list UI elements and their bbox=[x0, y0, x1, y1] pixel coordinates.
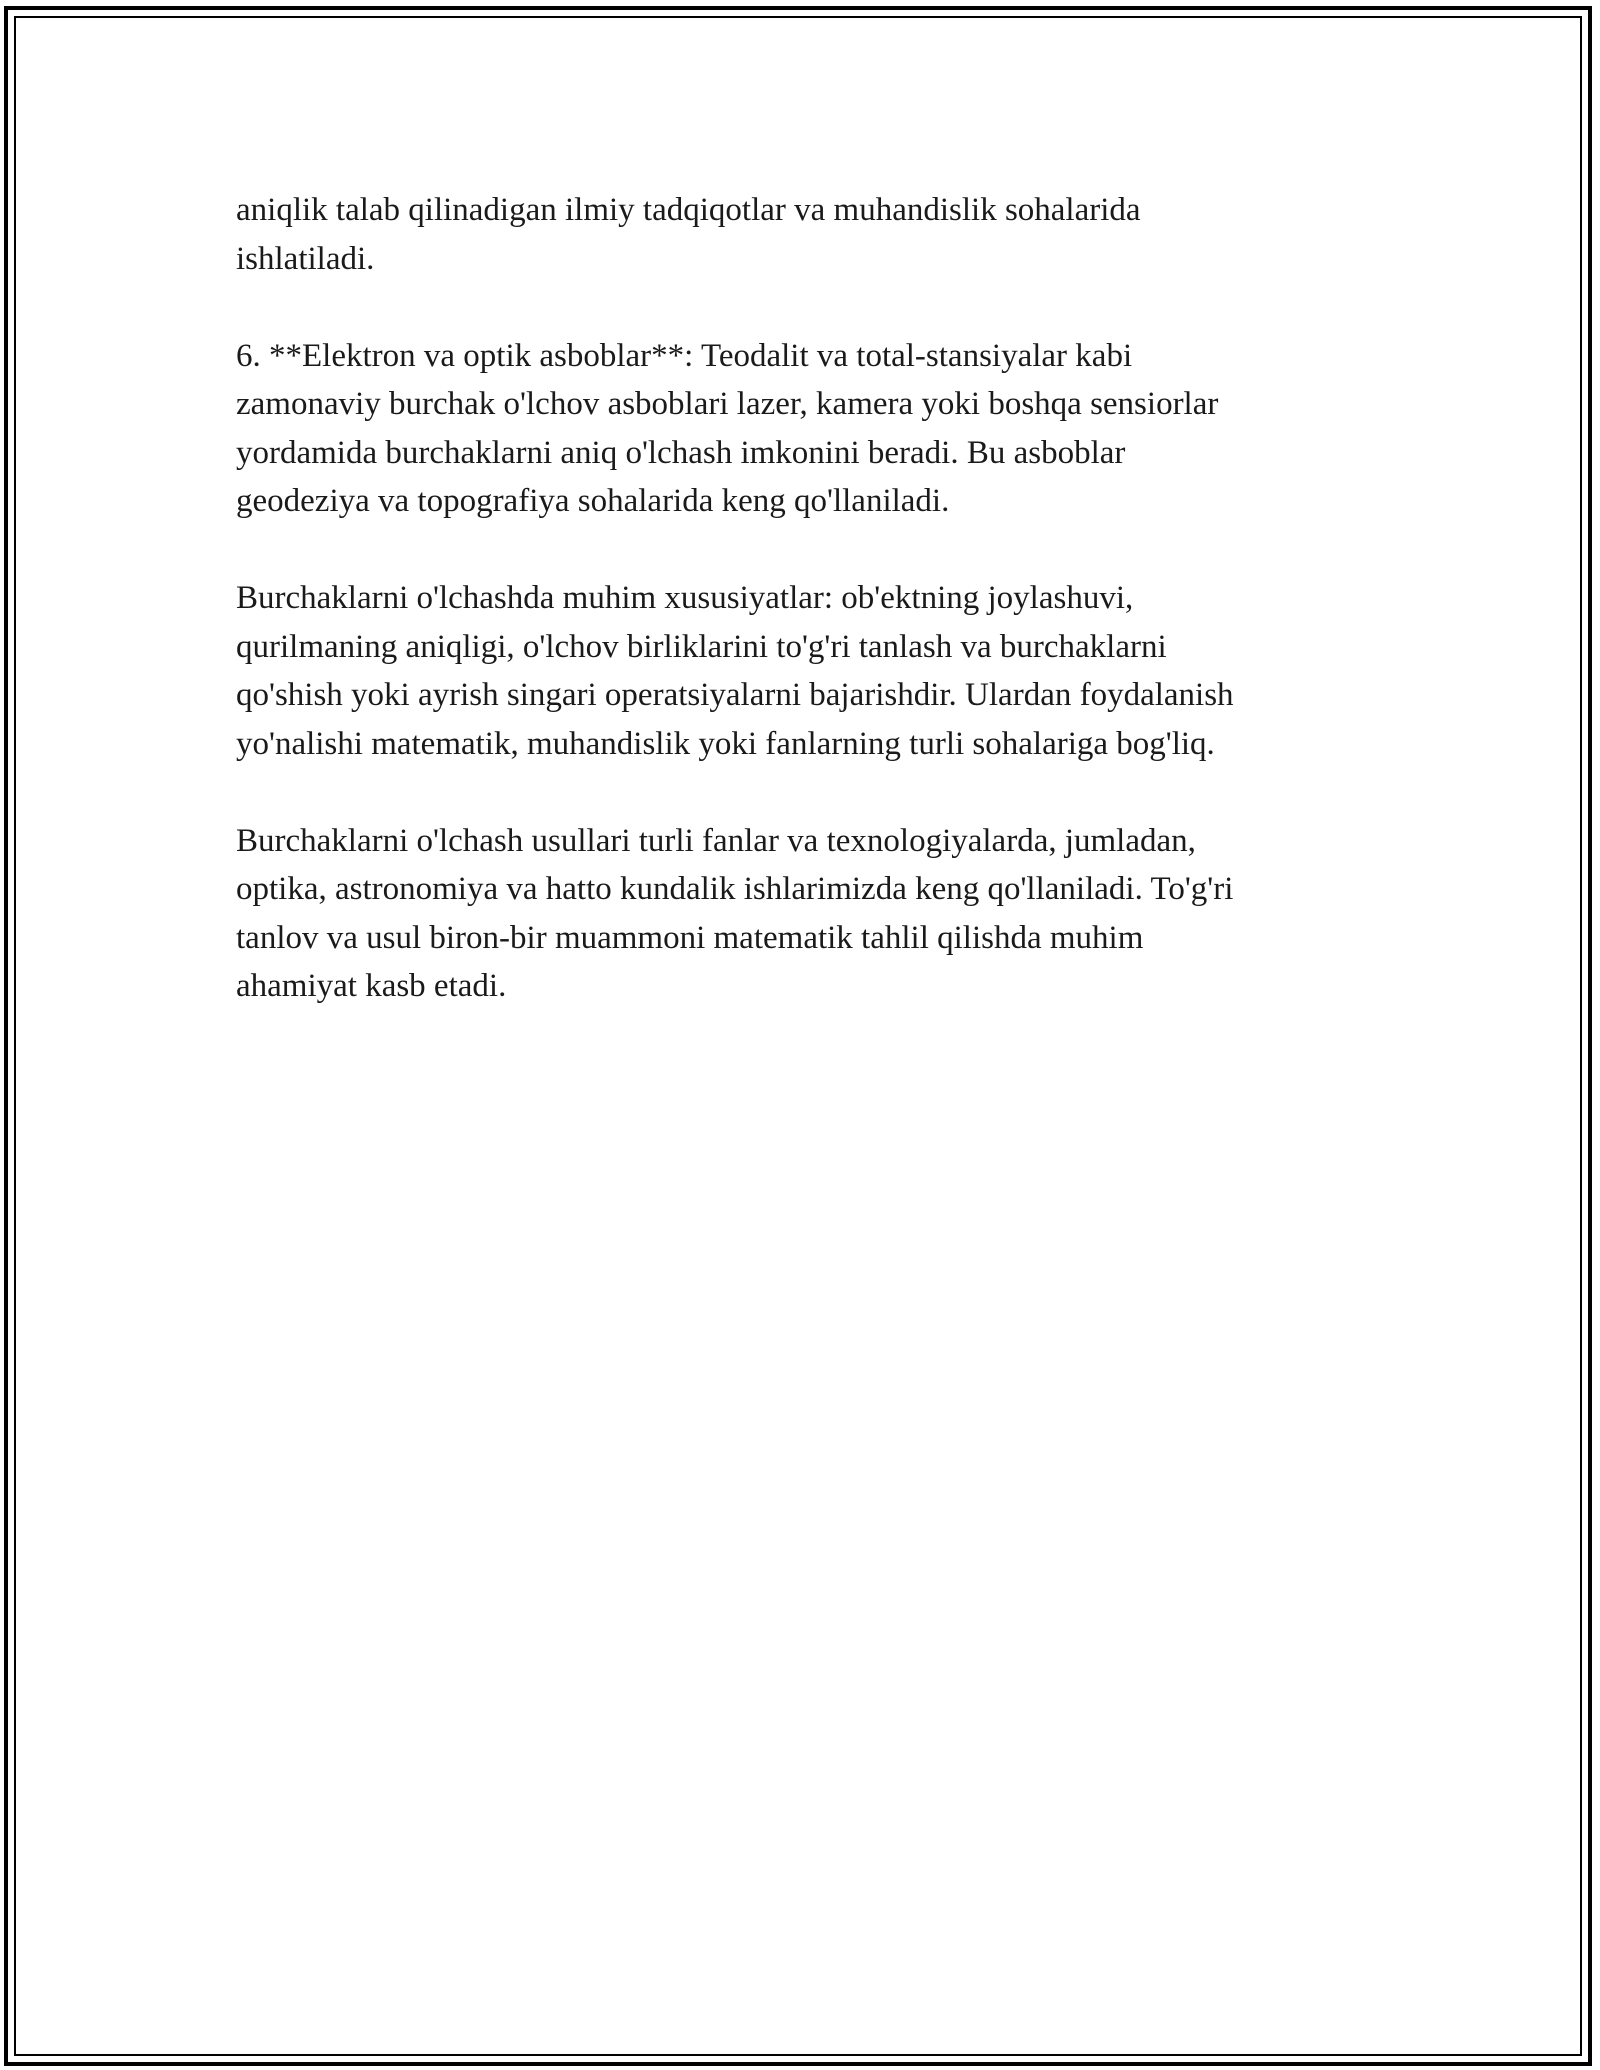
text-line: Burchaklarni o'lchashda muhim xususiyatlar: ob'ektning joylashuvi, bbox=[236, 580, 1134, 616]
text-line: yordamida burchaklarni aniq o'lchash imkonini beradi. Bu asboblar bbox=[236, 434, 1126, 471]
text-line: tanlov va usul biron-bir muammoni matematik tahlil qilishda muhim bbox=[236, 919, 1144, 956]
text-line: optika, astronomiya va hatto kundalik ishlarimizda keng qo'llaniladi. To'g'ri bbox=[236, 871, 1234, 907]
text-line: qurilmaning aniqligi, o'lchov birliklarini to'g'ri tanlash va burchaklarni bbox=[236, 628, 1167, 665]
text-line: yo'nalishi matematik, muhandislik yoki fanlarning turli sohalariga bog'liq. bbox=[236, 725, 1215, 762]
paragraph-key-features bbox=[236, 574, 1366, 768]
text-line: ahamiyat kasb etadi. bbox=[236, 968, 507, 1004]
text-line: ishlatiladi. bbox=[236, 240, 375, 277]
text-line: Burchaklarni o'lchash usullari turli fanlar va texnologiyalarda, jumladan, bbox=[236, 822, 1196, 859]
paragraph-applications bbox=[236, 817, 1366, 1011]
paragraph-continuation bbox=[236, 186, 1366, 283]
text-line: geodeziya va topografiya sohalarida keng qo'llaniladi. bbox=[236, 483, 950, 519]
text-line: zamonaviy burchak o'lchov asboblari lazer, kamera yoki boshqa sensiorlar bbox=[236, 386, 1219, 422]
text-line: qo'shish yoki ayrish singari operatsiyalarni bajarishdir. Ulardan foydalanish bbox=[236, 677, 1234, 713]
text-line: 6. **Elektron va optik asboblar**: Teodalit va total-stansiyalar kabi bbox=[236, 337, 1133, 374]
page-body bbox=[236, 186, 1366, 1059]
paragraph-electronic-optical-instruments bbox=[236, 332, 1366, 526]
text-line: aniqlik talab qilinadigan ilmiy tadqiqotlar va muhandislik sohalarida bbox=[236, 192, 1141, 228]
